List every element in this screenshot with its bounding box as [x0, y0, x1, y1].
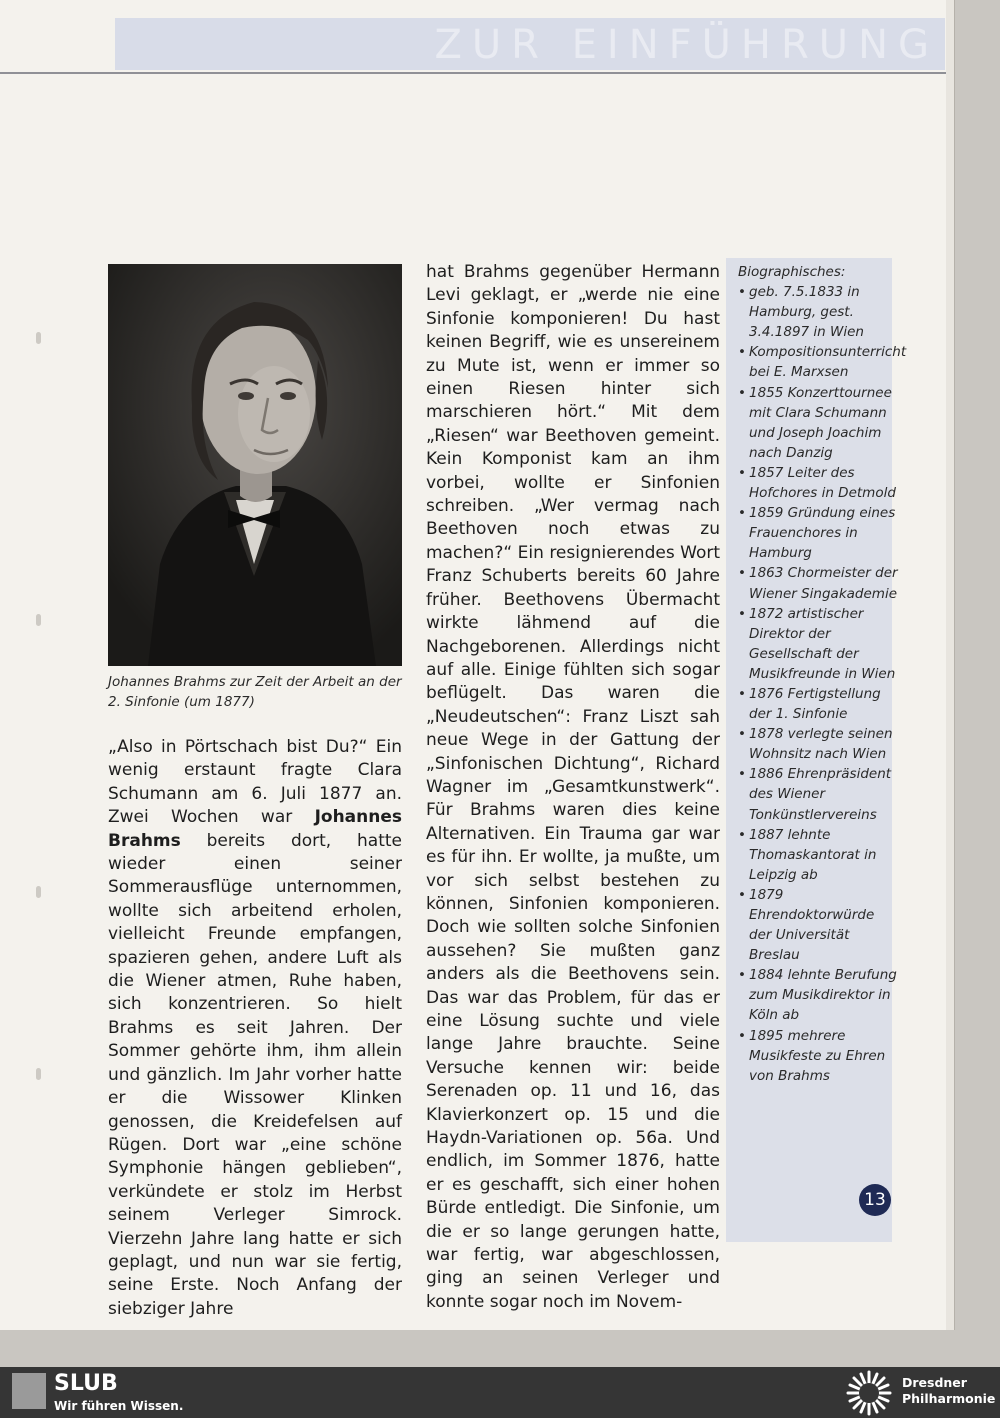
bio-item: • 1863 Chormeister der Wiener Singakademie	[738, 563, 898, 603]
slub-logo-icon	[12, 1373, 46, 1409]
biography-sidebar	[738, 262, 907, 1086]
page-number: 13	[859, 1184, 891, 1216]
bio-item: • 1884 lehnte Berufung zum Musikdirektor in Köln ab	[738, 965, 898, 1025]
article-text: bereits dort, hatte wieder einen seiner Sommerausflüge unternommen, wollte sich arbeitend erholen, vielleicht Freunde empfangen, spazieren gehen, andere Luft als die Wiener atmen, Ruhe haben, sich konzentrieren. So hielt Brahms es seit Jahren. Der Sommer gehörte ihm, ihm allein und gänzlich. Im Jahr vorher hatte er die Wissower Klinken genossen, die Kreidefelsen auf Rügen. Dort war „eine schöne Symphonie hängen geblieben“, verkündete er stolz im Herbst seinem Verleger Simrock. Vierzehn Jahre lang hatte er sich geplagt, und nun war sie fertig, seine Erste. Noch Anfang der siebziger Jahre	[108, 830, 402, 1319]
section-title: ZUR EINFÜHRUNG	[434, 22, 939, 68]
bio-item: • 1859 Gründung eines Frauenchores in Hamburg	[738, 503, 898, 563]
bio-item: • 1886 Ehrenpräsident des Wiener Tonkünstlervereins	[738, 764, 898, 824]
footer-bar	[0, 1367, 1000, 1418]
article-text: „Also in Pörtschach bist Du?“ Ein wenig erstaunt fragte Clara Schumann am 6. Juli 1877 an. Zwei Wochen war	[108, 737, 402, 828]
bio-item: • 1878 verlegte seinen Wohnsitz nach Wien	[738, 724, 898, 764]
punch-hole	[36, 886, 41, 898]
bio-item: • 1855 Konzerttournee mit Clara Schumann und Joseph Joachim nach Danzig	[738, 383, 898, 463]
article-column-left	[108, 736, 402, 1321]
punch-hole	[36, 332, 41, 344]
bio-item: • 1879 Ehrendoktorwürde der Universität Breslau	[738, 885, 898, 965]
page-edge	[946, 0, 955, 1330]
partner-name[interactable]	[902, 1375, 995, 1407]
article-column-middle	[426, 261, 720, 1314]
slub-tagline: Wir führen Wissen.	[54, 1399, 184, 1413]
bio-item: • 1895 mehrere Musikfeste zu Ehren von Brahms	[738, 1026, 898, 1086]
article-text: hat Brahms gegenüber Hermann Levi geklagt, er „werde nie eine Sinfonie komponieren! Du hast keinen Begriff, wie es unsereinem zu Mute ist, wenn er immer so einen Riesen hinter sich marschieren hört.“ Mit dem „Riesen“ war Beethoven gemeint. Kein Komponist kam an ihm vorbei, wollte er Sinfonien schreiben. „Wer vermag nach Beethoven noch etwas zu machen?“ Ein resignierendes Wort Franz Schuberts bereits 60 Jahre früher. Beethovens Übermacht wirkte lähmend auf die Nachgeborenen. Allerdings nicht auf alle. Einige fühlten sich sogar beflügelt. Das waren die „Neudeutschen“: Franz Liszt sah neue Wege in der Gattung der „Sinfonischen Dichtung“, Richard Wagner im „Gesamtkunstwerk“. Für Brahms waren dies keine Alternativen. Ein Trauma gar war es für ihn. Er wollte, ja mußte, um vor sich selbst bestehen zu können, Sinfonien komponieren. Doch wie sollten solche Sinfonien aussehen? Sie mußten ganz anders als die Beethovens sein. Das war das Problem, für das er eine Lösung suchte und viele lange Jahre brauchte. Seine Versuche kennen wir: beide Serenaden op. 11 und 16, das Klavierkonzert op. 15 und die Haydn-Variationen op. 56a. Und endlich, im Sommer 1876, hatte er es geschafft, sich einer hohen Bürde entledigt. Die Sinfonie, um die er so lange gerungen hatte, war fertig, war abgeschlossen, ging an seinen Verleger und konnte sogar noch im Novem-	[426, 262, 720, 1312]
bio-item: • 1887 lehnte Thomaskantorat in Leipzig ab	[738, 825, 898, 885]
bio-item: • 1872 artistischer Direktor der Gesellschaft der Musikfreunde in Wien	[738, 604, 898, 684]
portrait-photo	[108, 264, 402, 666]
bio-item: • 1876 Fertigstellung der 1. Sinfonie	[738, 684, 898, 724]
composer-name: Johannes Brahms	[108, 807, 403, 851]
partner-name-line1: Dresdner	[902, 1375, 967, 1390]
partner-name-line2: Philharmonie	[902, 1391, 996, 1406]
sidebar-title: Biographisches:	[738, 264, 846, 280]
bio-item: • Kompositionsunterricht bei E. Marxsen	[738, 342, 898, 382]
brahms-portrait	[108, 264, 402, 666]
punch-hole	[36, 1068, 41, 1080]
punch-hole	[36, 614, 41, 626]
section-header	[115, 18, 945, 70]
photo-caption: Johannes Brahms zur Zeit der Arbeit an der 2. Sinfonie (um 1877)	[108, 674, 402, 710]
header-rule	[0, 72, 946, 74]
slub-title[interactable]: SLUB	[54, 1371, 118, 1396]
dresdner-philharmonie-logo-icon	[842, 1369, 896, 1417]
bio-item: • geb. 7.5.1833 in Hamburg, gest. 3.4.1897 in Wien	[738, 282, 898, 342]
bio-item: • 1857 Leiter des Hofchores in Detmold	[738, 463, 898, 503]
